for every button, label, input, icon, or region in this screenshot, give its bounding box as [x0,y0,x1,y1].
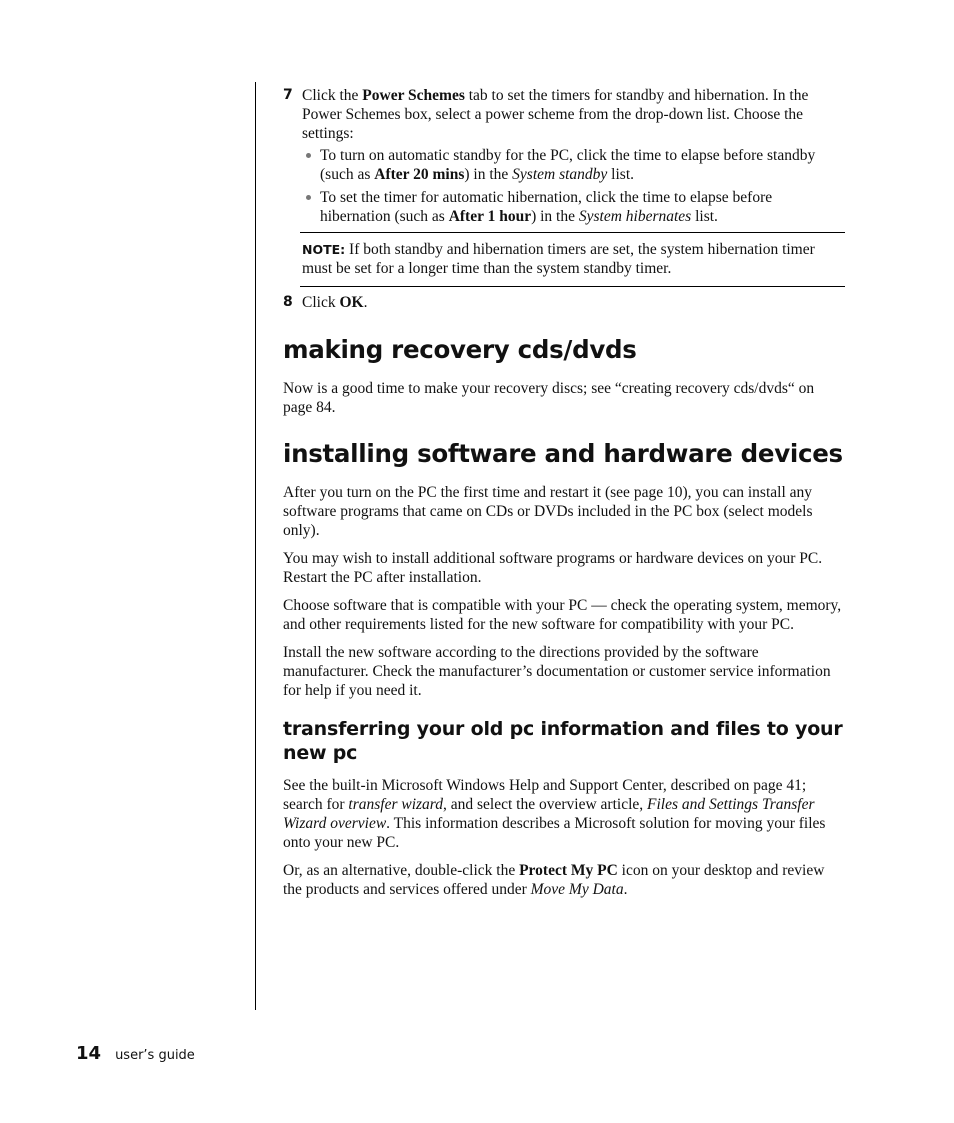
step-7-text: Click the Power Schemes tab to set the timers for standby and hibernation. In the Power Schemes box, select a power scheme from the drop-down list. Choose the settings: [302,87,809,142]
bullet-hibernation: To set the timer for automatic hibernation, click the time to elapse before hibernation (such as After 1 hour) in the System hibernates list. [302,188,845,226]
step-8-text: Click OK. [302,294,368,311]
transfer-paragraph: See the built-in Microsoft Windows Help and Support Center, described on page 41; search for transfer wizard, and select the overview article, Files and Settings Transfer Wizard overview. This information describes a Microsoft solution for moving your files onto your new PC. [283,777,826,851]
power-schemes-label: Power Schemes [362,87,465,104]
protect-my-pc-label: Protect My PC [519,862,618,879]
note-label: NOTE: [302,242,346,257]
page-footer [76,1044,195,1065]
step-number: 8 [283,294,293,310]
step-8 [283,293,845,312]
note-text: If both standby and hibernation timers are set, the system hibernation timer must be set for a longer time than the system standby timer. [302,241,815,277]
heading-recovery: making recovery cds/dvds [283,335,637,364]
heading-transferring: transferring your old pc information and files to your new pc [283,718,843,764]
step-7 [283,86,845,143]
install-paragraph: Choose software that is compatible with your PC — check the operating system, memory, and other requirements listed for the new software for compatibility with your PC. [283,597,842,633]
heading-installing: installing software and hardware devices [283,439,843,468]
transfer-paragraph: Or, as an alternative, double-click the Protect My PC icon on your desktop and review the products and services offered under Move My Data. [283,862,825,898]
margin-rule [255,82,256,1010]
bullet-standby: To turn on automatic standby for the PC, click the time to elapse before standby (such as After 20 mins) in the System standby list. [302,146,845,184]
install-paragraph: Install the new software according to the directions provided by the software manufacturer. Check the manufacturer’s documentation or customer service information for help if you need it. [283,644,831,699]
recovery-paragraph: Now is a good time to make your recovery discs; see “creating recovery cds/dvds“ on page 84. [283,380,815,416]
install-paragraph: You may wish to install additional software programs or hardware devices on your PC. Restart the PC after installation. [283,550,823,586]
install-paragraph: After you turn on the PC the first time and restart it (see page 10), you can install any software programs that came on CDs or DVDs included in the PC box (select models only). [283,484,813,539]
page-number: 14 [76,1043,102,1064]
settings-bullet-list [302,146,845,226]
note-box [300,232,845,287]
main-content [283,86,845,899]
step-number: 7 [283,87,293,103]
footer-label: user’s guide [115,1048,195,1063]
